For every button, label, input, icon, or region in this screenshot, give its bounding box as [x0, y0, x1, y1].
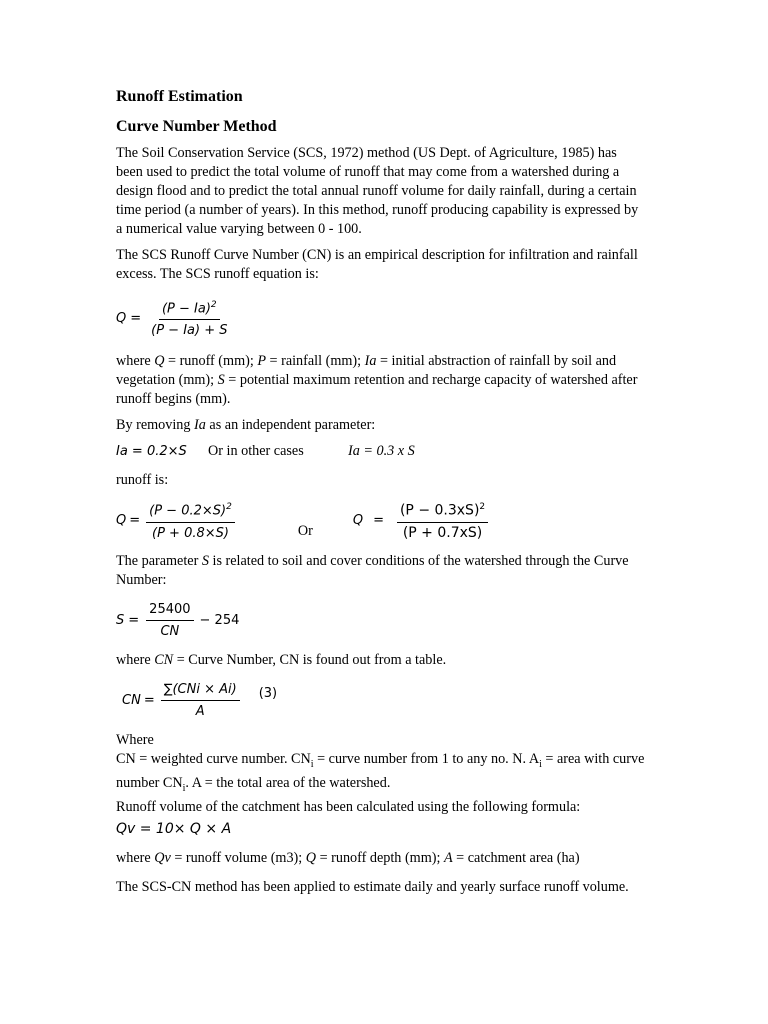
- eq4-equals: =: [128, 613, 140, 629]
- eq2-lhs: Q: [116, 512, 127, 528]
- eq3-denominator: (P + 0.7xS): [402, 524, 483, 541]
- where-qv-paragraph: where Qv = runoff volume (m3); Q = runoff depth (mm); A = catchment area (ha): [116, 849, 580, 866]
- eq5-fraction: [161, 680, 240, 721]
- equation-runoff-volume: Qv = 10× Q × A: [116, 820, 232, 837]
- ia-or-text: Or in other cases: [208, 443, 304, 460]
- eq2-equals: =: [129, 512, 141, 528]
- eq3-equals: =: [373, 512, 384, 528]
- eq4-denominator: CN: [160, 624, 180, 640]
- intro-paragraph: The Soil Conservation Service (SCS, 1972) method (US Dept. of Agriculture, 1985) has been used to predict the total volume of runoff that may come from a watershed during a design flood and to predict the total annual runoff volume for daily rainfall, during a certain time period (a number of years). In this method, runoff producing capability is expressed by a numerical value varying between 0 - 100.: [116, 145, 639, 237]
- eq3-fraction: [397, 498, 488, 543]
- cn-description-paragraph: The SCS Runoff Curve Number (CN) is an empirical description for infiltration and rainfall excess. The SCS runoff equation is:: [116, 247, 638, 282]
- eq2-denominator: (P + 0.8×S): [152, 525, 229, 541]
- runoff-volume-intro: Runoff volume of the catchment has been calculated using the following formula:: [116, 798, 581, 815]
- ia-alt-formula: Ia = 0.3 x S: [348, 443, 415, 460]
- ia-formula-line: [116, 442, 646, 461]
- page-title: Runoff Estimation: [116, 88, 243, 105]
- equation-retention: [116, 600, 646, 641]
- eq5-lhs: CN: [122, 693, 141, 709]
- eq4-numerator: 25400: [146, 600, 193, 621]
- equation-runoff: [116, 296, 646, 340]
- eq5-equals: =: [143, 693, 155, 709]
- runoff-is-label: runoff is:: [116, 472, 169, 489]
- weighted-cn-definition: CN = weighted curve number. $CN_i$ = curve number from 1 to any no. N. $A_i$ = area with curve number $CN_i$. A = the total area of the watershed.: [116, 751, 645, 794]
- eq2-fraction: [146, 498, 235, 542]
- eq1-fraction: [148, 296, 230, 340]
- eq2-or-text: Or: [297, 522, 313, 539]
- eq5-number: (3): [258, 686, 278, 702]
- conclusion-paragraph: The SCS-CN method has been applied to estimate daily and yearly surface runoff volume.: [116, 878, 629, 895]
- ia-formula: Ia = 0.2×S: [116, 444, 187, 460]
- equation-weighted-cn: [122, 680, 646, 721]
- eq1-denominator: (P − Ia) + S: [151, 323, 228, 339]
- where-cn-paragraph: where CN = Curve Number, CN is found out from a table.: [116, 652, 447, 669]
- eq2-numerator: $(P - 0.2\times S)^2$: [146, 498, 235, 522]
- removing-ia-paragraph: By removing Ia as an independent parameter:: [116, 417, 376, 434]
- equation-runoff-variants: [116, 498, 646, 542]
- eq1-numerator: $(P - Ia)^2$: [159, 296, 220, 320]
- eq3-lhs: Q: [352, 512, 364, 528]
- eq5-numerator: ∑(CNi × Ai): [161, 680, 240, 701]
- eq1-lhs: Q: [116, 310, 127, 326]
- section-heading: Curve Number Method: [116, 118, 277, 135]
- eq4-tail: − 254: [199, 613, 240, 629]
- where-definitions-paragraph: where Q = runoff (mm); P = rainfall (mm); Ia = initial abstraction of rainfall by soil and vegetation (mm); S = potential maximum retention and recharge capacity of watershed after runoff begins (mm).: [116, 353, 638, 408]
- eq5-denominator: A: [195, 704, 205, 720]
- parameter-s-paragraph: The parameter S is related to soil and cover conditions of the watershed through the Curve Number:: [116, 553, 629, 589]
- eq4-fraction: [146, 600, 193, 641]
- document-page: [116, 86, 646, 904]
- eq1-equals: =: [130, 310, 142, 326]
- where-label: Where: [116, 732, 154, 749]
- eq4-lhs: S: [116, 613, 125, 629]
- eq3-numerator: $(P - 0.3xS)^2$: [397, 498, 488, 523]
